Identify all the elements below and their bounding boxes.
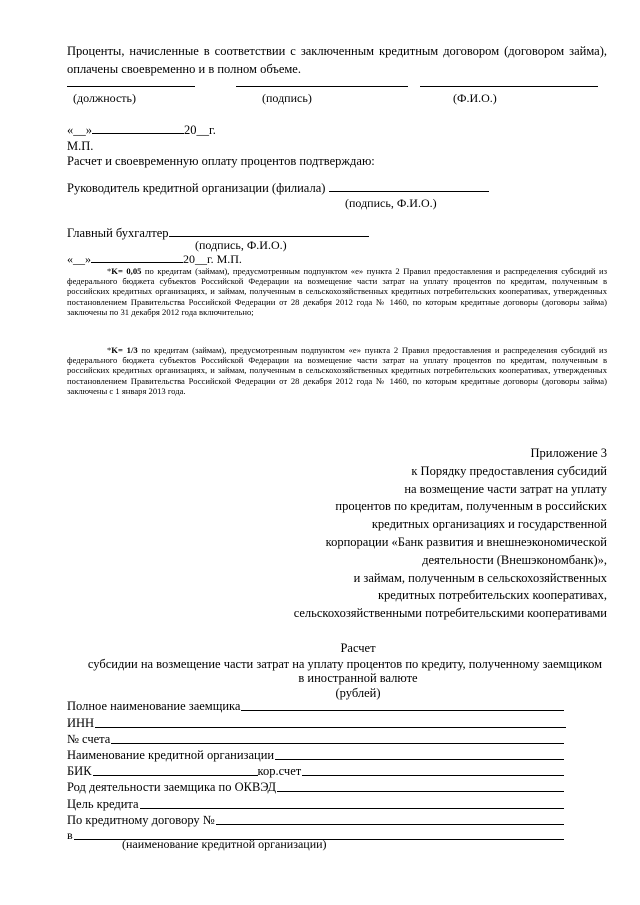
signature-caption: (подпись) — [262, 91, 312, 105]
footnote-1-coefficient: K= 0,05 — [111, 266, 142, 276]
field-okved-blank — [277, 791, 564, 792]
field-purpose-blank — [140, 808, 564, 809]
appendix-line: сельскохозяйственными потребительскими кооперативами — [293, 606, 607, 621]
date-month-blank — [92, 122, 184, 134]
appendix-line: процентов по кредитам, полученным в российских — [335, 499, 607, 514]
field-account-label: № счета — [67, 732, 111, 746]
field-okved-label: Род деятельности заемщика по ОКВЭД — [67, 780, 277, 794]
manager-caption: (подпись, Ф.И.О.) — [345, 196, 437, 210]
appendix-title: Приложение 3 — [530, 446, 607, 460]
field-bik — [67, 762, 564, 779]
date2-suffix: 20__г. М.П. — [183, 252, 242, 266]
field-bank-blank — [275, 759, 564, 760]
field-inn-label: ИНН — [67, 716, 95, 730]
field-borrower-name — [67, 697, 564, 714]
field-bank — [67, 746, 564, 763]
appendix-line: и займам, полученным в сельскохозяйственных — [353, 570, 607, 585]
fio-line — [420, 86, 598, 87]
field-contract-blank — [216, 824, 564, 825]
fio-caption: (Ф.И.О.) — [453, 91, 497, 105]
field-inn — [67, 714, 566, 731]
footnote-1-text: по кредитам (займам), предусмотренным подпунктом «е» пункта 2 Правил предоставления и распределения субсидий из федерального бюджета субъектов Российской Федерации на возмещение части затрат на уплату процентов по кредитам, полученным в российских кредитных организациях, и займам, полученным в сельскохозяйственных кредитных потребительских кооперативах, утвержденных постановлением Правительства Российской Федерации от 28 декабря 2012 года № 1460, по которым кредитные договоры (договоры займа) заключены по 31 декабря 2012 года включительно; — [67, 266, 607, 317]
document-subtitle-1: субсидии на возмещение части затрат на уплату процентов по кредиту, полученному заемщиком — [87, 657, 603, 671]
manager-signature-blank — [329, 180, 489, 192]
currency-unit: (рублей) — [335, 686, 381, 700]
field-bank-caption: (наименование кредитной организации) — [122, 837, 327, 851]
appendix-block — [294, 445, 607, 623]
date-year: 20__г. — [184, 123, 216, 137]
field-corr-blank — [302, 775, 564, 776]
manager-line — [67, 180, 489, 197]
field-inn-blank — [95, 727, 566, 728]
appendix-line: на возмещение части затрат на уплату — [404, 481, 607, 496]
footnote-2-marker: * — [107, 345, 112, 355]
signature-line — [236, 86, 408, 87]
footnote-2-coefficient: K= 1/3 — [111, 345, 138, 355]
appendix-line: деятельности (Внешэкономбанк)», — [422, 552, 607, 567]
field-account — [67, 730, 564, 747]
date-line — [67, 122, 216, 139]
field-corr-label: кор.счет — [257, 764, 302, 778]
field-in-bank-label: в — [67, 828, 73, 842]
date2-day: «__» — [67, 252, 91, 266]
field-bik-label: БИК — [67, 764, 92, 778]
field-contract-label: По кредитному договору № — [67, 813, 215, 827]
date-line-2 — [67, 251, 242, 267]
field-account-blank — [111, 743, 564, 744]
footnote-1 — [67, 266, 607, 317]
field-purpose — [67, 795, 564, 812]
position-caption: (должность) — [73, 91, 136, 105]
appendix-line: кредитных организациях и государственной — [371, 517, 607, 532]
manager-label: Руководитель кредитной организации (филиала) — [67, 181, 326, 195]
appendix-line: корпорации «Банк развития и внешнеэкономической — [325, 534, 607, 549]
field-okved — [67, 778, 564, 795]
field-purpose-label: Цель кредита — [67, 797, 139, 811]
footnote-2-text: по кредитам (займам), предусмотренным подпунктом «е» пункта 2 Правил предоставления и распределения субсидий из федерального бюджета субъектов Российской Федерации на возмещение части затрат на уплату процентов по кредитам, полученным в российских кредитных организациях, и займам, полученным в сельскохозяйственных кредитных потребительских кооперативах, утвержденных постановлением Правительства Российской Федерации от 28 декабря 2012 года № 1460, по которым кредитные договоры (договоры займа) заключены с 1 января 2013 года. — [67, 345, 607, 396]
stamp-mark: М.П. — [67, 139, 94, 153]
appendix-line: кредитных потребительских кооперативах, — [377, 588, 607, 603]
confirm-text: Расчет и своевременную оплату процентов подтверждаю: — [67, 154, 375, 168]
footnote-2 — [67, 345, 607, 396]
appendix-line: к Порядку предоставления субсидий — [411, 463, 607, 478]
document-title: Расчет — [340, 641, 376, 655]
document-subtitle-2: в иностранной валюте — [298, 671, 418, 685]
intro-paragraph: Проценты, начисленные в соответствии с заключенным кредитным договором (договором займа), оплачены своевременно и в полном объеме. — [67, 44, 607, 76]
date-day: «__» — [67, 123, 92, 137]
footnote-1-marker: * — [107, 266, 112, 276]
date2-month-blank — [91, 251, 183, 263]
field-borrower-name-label: Полное наименование заемщика — [67, 699, 241, 713]
field-bank-label: Наименование кредитной организации — [67, 748, 275, 762]
field-borrower-name-blank — [241, 710, 564, 711]
position-line — [67, 86, 195, 87]
accountant-caption: (подпись, Ф.И.О.) — [195, 238, 287, 252]
field-bik-blank — [93, 775, 258, 776]
accountant-label: Главный бухгалтер — [67, 226, 169, 240]
accountant-signature-blank — [169, 225, 369, 237]
